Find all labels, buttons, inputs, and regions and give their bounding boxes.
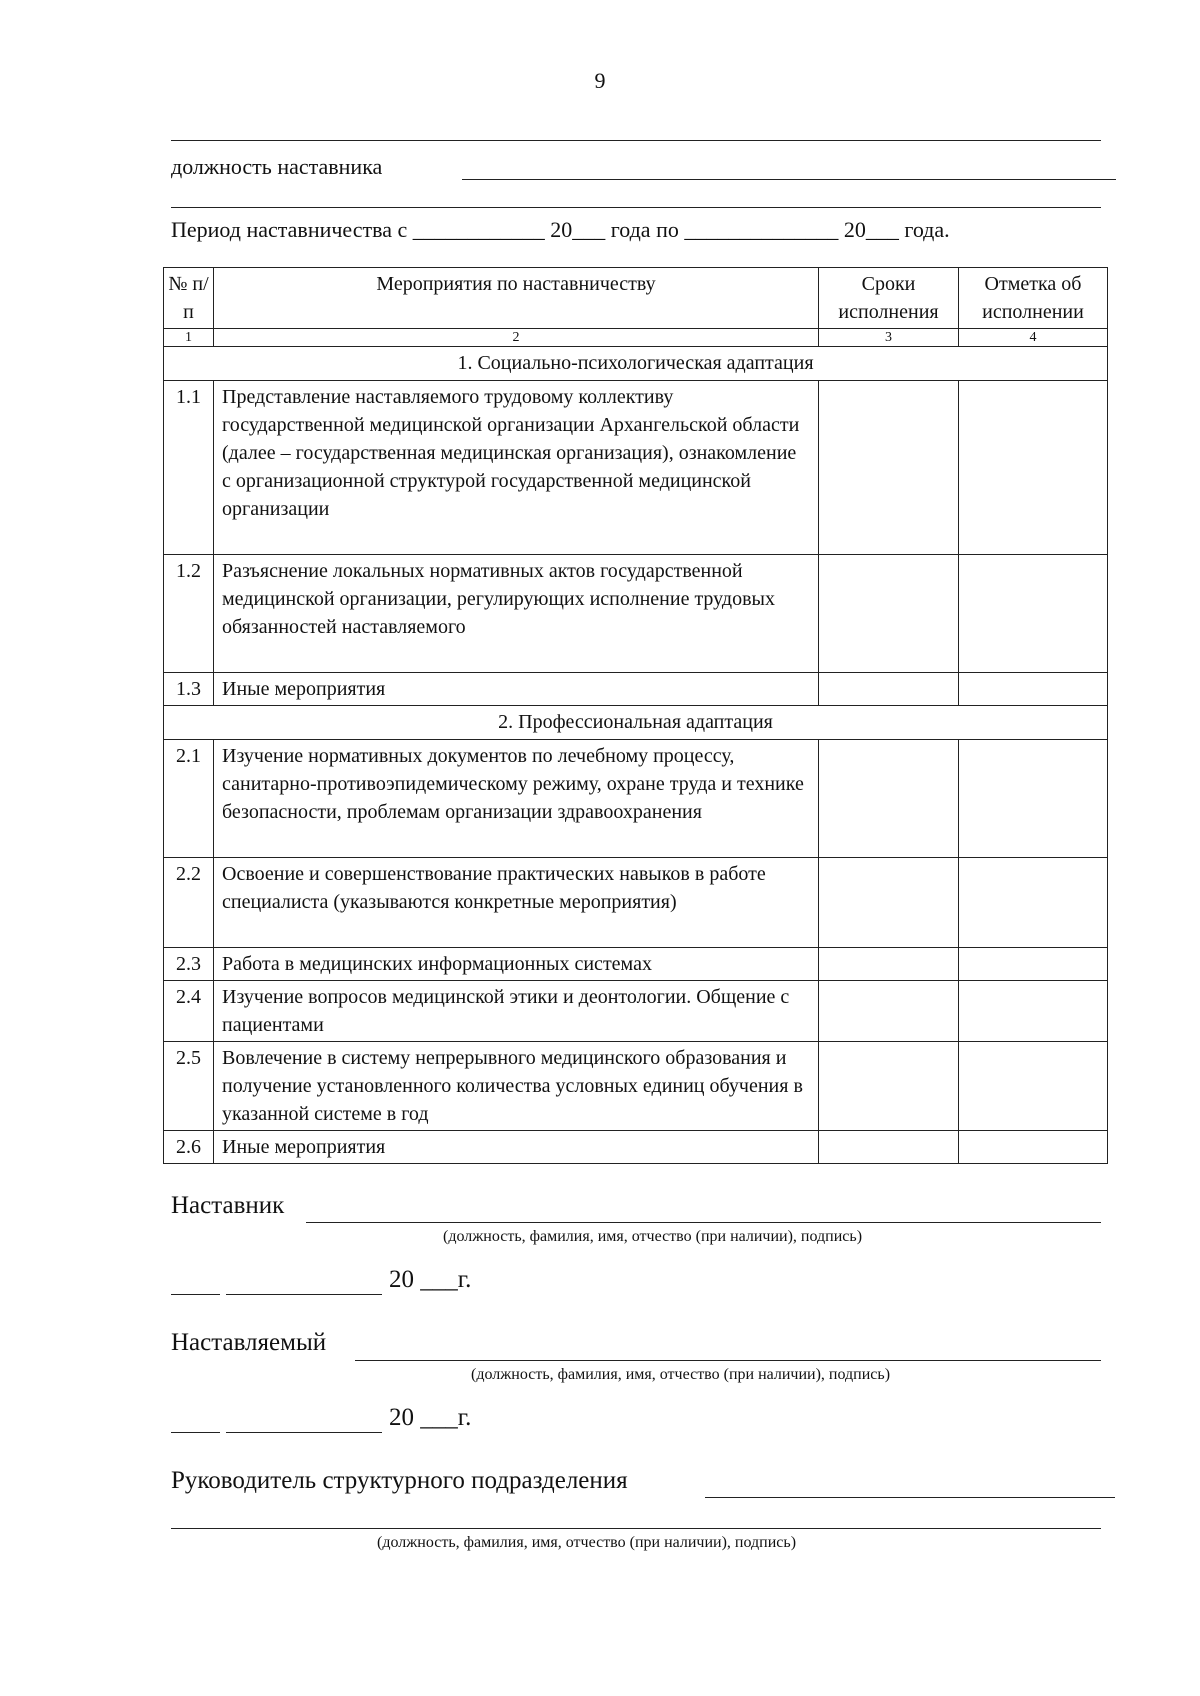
table-row xyxy=(164,1042,1108,1131)
row-deadline-cell[interactable] xyxy=(819,948,959,981)
mentor-signature-caption: (должность, фамилия, имя, отчество (при наличии), подпись) xyxy=(443,1228,863,1245)
mentee-signature-field[interactable] xyxy=(355,1360,1101,1361)
column-number: 2 xyxy=(214,329,819,347)
mentee-date-year: 20 ___г. xyxy=(389,1404,472,1431)
mentor-position-label: должность наставника xyxy=(171,154,383,179)
row-deadline-cell[interactable] xyxy=(819,381,959,555)
row-deadline-cell[interactable] xyxy=(819,555,959,673)
top-blank-line xyxy=(171,140,1101,141)
row-completion-cell[interactable] xyxy=(959,555,1108,673)
mentor-date-month-field[interactable] xyxy=(226,1294,382,1295)
mentor-position-second-line xyxy=(171,207,1101,208)
column-number: 4 xyxy=(959,329,1108,347)
row-deadline-cell[interactable] xyxy=(819,1042,959,1131)
period-line xyxy=(171,217,950,243)
period-end: 20___ года. xyxy=(843,217,950,242)
column-numbers-row xyxy=(164,329,1108,347)
row-number: 2.3 xyxy=(164,948,214,981)
row-deadline-cell[interactable] xyxy=(819,1131,959,1164)
row-completion-cell[interactable] xyxy=(959,740,1108,858)
mentor-position-field[interactable] xyxy=(462,179,1116,180)
table-row xyxy=(164,981,1108,1042)
column-number: 1 xyxy=(164,329,214,347)
mentee-signature-caption: (должность, фамилия, имя, отчество (при наличии), подпись) xyxy=(471,1366,891,1383)
mentor-signature-field[interactable] xyxy=(306,1222,1101,1223)
page-number: 9 xyxy=(594,68,606,93)
row-number: 1.1 xyxy=(164,381,214,555)
mentee-date-day-field[interactable] xyxy=(171,1432,220,1433)
row-activity: Представление наставляемого трудовому коллективу государственной медицинской организации Архангельской области (далее – государственная медицинская организация), ознакомление с организационной структурой государственной медицинской организации xyxy=(214,381,819,555)
section-row xyxy=(164,706,1108,740)
mentor-date-day-field[interactable] xyxy=(171,1294,220,1295)
row-activity: Работа в медицинских информационных системах xyxy=(214,948,819,981)
mentor-signature-label: Наставник xyxy=(171,1192,285,1219)
row-activity: Освоение и совершенствование практических навыков в работе специалиста (указываются конкретные мероприятия) xyxy=(214,858,819,948)
row-deadline-cell[interactable] xyxy=(819,981,959,1042)
column-number: 3 xyxy=(819,329,959,347)
row-completion-cell[interactable] xyxy=(959,981,1108,1042)
row-activity: Разъяснение локальных нормативных актов государственной медицинской организации, регулирующих исполнение трудовых обязанностей наставляемого xyxy=(214,555,819,673)
row-completion-cell[interactable] xyxy=(959,948,1108,981)
mentoring-plan-table xyxy=(163,267,1108,1164)
row-number: 2.2 xyxy=(164,858,214,948)
table-header-row xyxy=(164,268,1108,329)
table-row xyxy=(164,555,1108,673)
row-activity: Иные мероприятия xyxy=(214,673,819,706)
head-signature-second-line[interactable] xyxy=(171,1528,1101,1529)
row-completion-cell[interactable] xyxy=(959,381,1108,555)
row-activity: Вовлечение в систему непрерывного медицинского образования и получение установленного количества условных единиц обучения в указанной системе в год xyxy=(214,1042,819,1131)
row-number: 2.5 xyxy=(164,1042,214,1131)
table-row xyxy=(164,1131,1108,1164)
row-number: 2.1 xyxy=(164,740,214,858)
row-completion-cell[interactable] xyxy=(959,1131,1108,1164)
row-activity: Иные мероприятия xyxy=(214,1131,819,1164)
row-deadline-cell[interactable] xyxy=(819,673,959,706)
table-row xyxy=(164,673,1108,706)
row-activity: Изучение нормативных документов по лечебному процессу, санитарно-противоэпидемическому режиму, охране труда и технике безопасности, проблемам организации здравоохранения xyxy=(214,740,819,858)
head-signature-caption: (должность, фамилия, имя, отчество (при наличии), подпись) xyxy=(377,1534,797,1551)
period-prefix: Период наставничества с xyxy=(171,217,408,242)
header-deadlines: Сроки исполнения xyxy=(819,268,959,329)
period-start-field[interactable]: ____________ xyxy=(412,217,545,242)
row-number: 2.4 xyxy=(164,981,214,1042)
row-deadline-cell[interactable] xyxy=(819,858,959,948)
row-number: 1.3 xyxy=(164,673,214,706)
row-number: 2.6 xyxy=(164,1131,214,1164)
header-completion-mark: Отметка об исполнении xyxy=(959,268,1108,329)
section-row xyxy=(164,347,1108,381)
mentor-date-year: 20 ___г. xyxy=(389,1266,472,1293)
head-signature-label: Руководитель структурного подразделения xyxy=(171,1467,628,1494)
header-activities: Мероприятия по наставничеству xyxy=(214,268,819,329)
row-completion-cell[interactable] xyxy=(959,858,1108,948)
header-number: № п/п xyxy=(164,268,214,329)
table-row xyxy=(164,381,1108,555)
mentee-signature-label: Наставляемый xyxy=(171,1329,327,1356)
table-row xyxy=(164,858,1108,948)
period-end-field[interactable]: ______________ xyxy=(684,217,839,242)
period-mid: 20___ года по xyxy=(550,217,679,242)
table-row xyxy=(164,948,1108,981)
row-activity: Изучение вопросов медицинской этики и деонтологии. Общение с пациентами xyxy=(214,981,819,1042)
head-signature-field[interactable] xyxy=(705,1497,1115,1498)
row-number: 1.2 xyxy=(164,555,214,673)
row-deadline-cell[interactable] xyxy=(819,740,959,858)
row-completion-cell[interactable] xyxy=(959,1042,1108,1131)
table-row xyxy=(164,740,1108,858)
section-title: 2. Профессиональная адаптация xyxy=(164,706,1108,740)
mentee-date-month-field[interactable] xyxy=(226,1432,382,1433)
row-completion-cell[interactable] xyxy=(959,673,1108,706)
section-title: 1. Социально-психологическая адаптация xyxy=(164,347,1108,381)
